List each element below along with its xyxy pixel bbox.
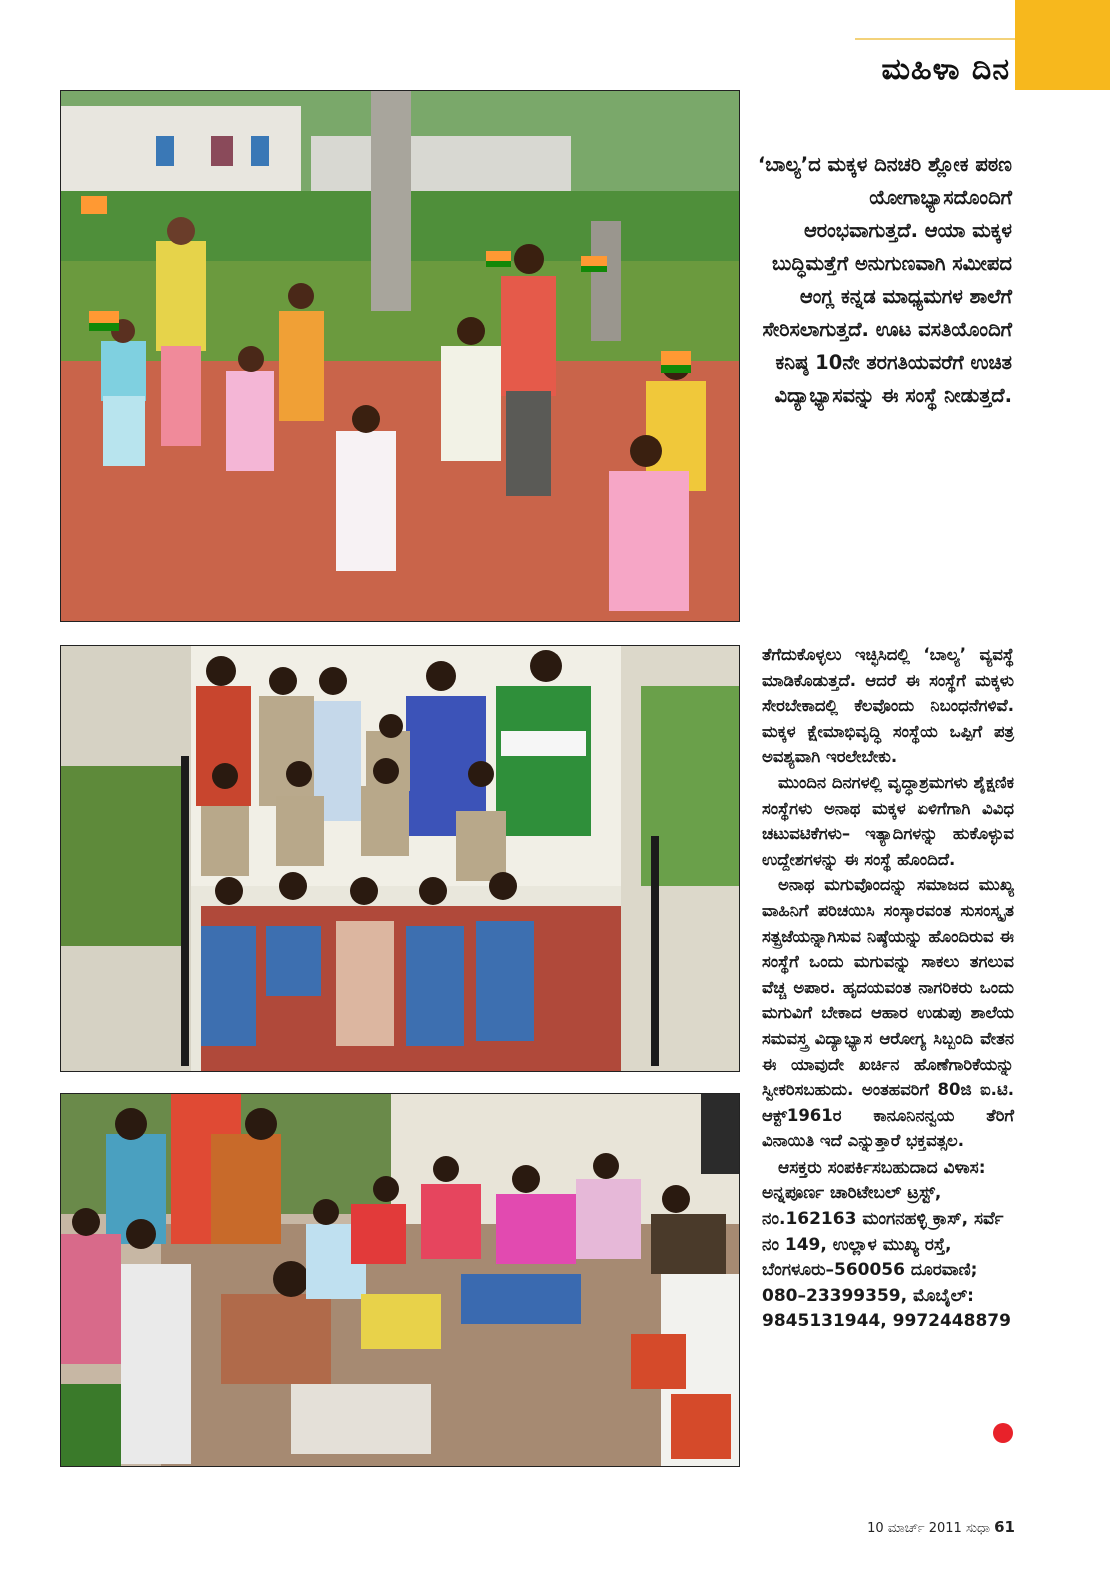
article-body (762, 642, 1014, 1335)
page-footer (860, 1518, 1015, 1536)
photo-children-with-flags (60, 90, 740, 622)
photo-group-on-steps-image (61, 646, 739, 1071)
page-number: 61 (994, 1518, 1015, 1536)
address-line: ಬೆಂಗಳೂರು–560056 ದೂರವಾಣಿ; (762, 1260, 978, 1281)
header-rule (855, 38, 1015, 40)
magazine-name: ಸುಧಾ (965, 1521, 990, 1536)
address-intro: ಆಸಕ್ತರು ಸಂಪರ್ಕಿಸಬಹುದಾದ ವಿಳಾಸ: (778, 1157, 986, 1178)
issue-date: 10 ಮಾರ್ಚ್ 2011 (867, 1521, 962, 1536)
address-line: ಅನ್ನಪೂರ್ಣ ಚಾರಿಟೇಬಲ್ ಟ್ರಸ್ಟ್, (762, 1183, 942, 1204)
address-line: 080–23399359, ಮೊಬೈಲ್: (762, 1285, 974, 1306)
photo-children-with-flags-image (61, 91, 739, 621)
photo-caption (752, 148, 1012, 412)
contact-address (762, 1156, 1014, 1335)
article-paragraph-2: ಮುಂದಿನ ದಿನಗಳಲ್ಲಿ ವೃದ್ಧಾಶ್ರಮಗಳು ಶೈಕ್ಷಣಿಕ ಸಂಸ್ಥೆಗಳು ಅನಾಥ ಮಕ್ಕಳ ಏಳಿಗೆಗಾಗಿ ವಿವಿಧ ಚಟುವಟಿಕೆಗಳು– ಇತ್ಯಾದಿಗಳನ್ನು ಹುಕೊಳ್ಳುವ ಉದ್ದೇಶಗಳನ್ನು ಈ ಸಂಸ್ಥೆ ಹೊಂದಿದೆ. (762, 772, 1014, 869)
address-line: 9845131944, 9972448879 (762, 1311, 1011, 1332)
photo-clay-activity-image (61, 1094, 739, 1466)
section-title: ಮಹಿಳಾ ದಿನ (881, 52, 1010, 87)
photo-clay-activity (60, 1093, 740, 1467)
section-color-tab (1015, 0, 1110, 90)
caption-text: ‘ಬಾಲ್ಯ’ದ ಮಕ್ಕಳ ದಿನಚರಿ ಶ್ಲೋಕ ಪಠಣ ಯೋಗಾಭ್ಯಾಸದೊಂದಿಗೆ ಆರಂಭವಾಗುತ್ತದೆ. ಆಯಾ ಮಕ್ಕಳ ಬುದ್ಧಿಮತ್ತೆಗೆ ಅನುಗುಣವಾಗಿ ಸಮೀಪದ ಆಂಗ್ಲ ಕನ್ನಡ ಮಾಧ್ಯಮಗಳ ಶಾಲೆಗೆ ಸೇರಿಸಲಾಗುತ್ತದೆ. ಊಟ ವಸತಿಯೊಂದಿಗೆ ಕನಿಷ್ಠ 10ನೇ ತರಗತಿಯವರೆಗೆ ಉಚಿತ ವಿದ್ಯಾಭ್ಯಾಸವನ್ನು ಈ ಸಂಸ್ಥೆ ನೀಡುತ್ತದೆ. (757, 153, 1012, 407)
article-end-marker (993, 1423, 1013, 1443)
address-line: ನಂ 149, ಉಲ್ಲಾಳ ಮುಖ್ಯ ರಸ್ತೆ, (762, 1234, 952, 1255)
address-line: ನಂ.162163 ಮಂಗನಹಳ್ಳಿ ಕ್ರಾಸ್, ಸರ್ವೆ (762, 1209, 1004, 1230)
article-paragraph-1: ತೆಗೆದುಕೊಳ್ಳಲು ಇಚ್ಛಿಸಿದಲ್ಲಿ ‘ಬಾಲ್ಯ’ ವ್ಯವಸ್ಥೆ ಮಾಡಿಕೊಡುತ್ತದೆ. ಆದರೆ ಈ ಸಂಸ್ಥೆಗೆ ಮಕ್ಕಳು ಸೇರಬೇಕಾದಲ್ಲಿ ಕೆಲವೊಂದು ನಿಬಂಧನೆಗಳಿವೆ. ಮಕ್ಕಳ ಕ್ಷೇಮಾಭಿವೃದ್ಧಿ ಸಂಸ್ಥೆಯ ಒಪ್ಪಿಗೆ ಪತ್ರ ಅವಶ್ಯವಾಗಿ ಇರಲೇಬೇಕು. (762, 645, 1014, 767)
article-paragraph-3: ಅನಾಥ ಮಗುವೊಂದನ್ನು ಸಮಾಜದ ಮುಖ್ಯ ವಾಹಿನಿಗೆ ಪರಿಚಯಿಸಿ ಸಂಸ್ಕಾರವಂತ ಸುಸಂಸ್ಕೃತ ಸತ್ಪ್ರಜೆಯನ್ನಾಗಿಸುವ ನಿಷ್ಠೆಯನ್ನು ಹೊಂದಿರುವ ಈ ಸಂಸ್ಥೆಗೆ ಒಂದು ಮಗುವನ್ನು ಸಾಕಲು ತಗಲುವ ವೆಚ್ಚ ಅಪಾರ. ಹೃದಯವಂತ ನಾಗರಿಕರು ಒಂದು ಮಗುವಿಗೆ ಬೇಕಾದ ಆಹಾರ ಉಡುಪು ಶಾಲೆಯ ಸಮವಸ್ತ್ರ ವಿದ್ಯಾಭ್ಯಾಸ ಆರೋಗ್ಯ ಸಿಬ್ಬಂದಿ ವೇತನ ಈ ಯಾವುದೇ ಖರ್ಚಿನ ಹೊಣೆಗಾರಿಕೆಯನ್ನು ಸ್ವೀಕರಿಸಬಹುದು. ಅಂತಹವರಿಗೆ 80ಜಿ ಐ.ಟಿ. ಆಕ್ಟ್1961ರ ಕಾನೂನಿನನ್ವಯ ತೆರಿಗೆ ವಿನಾಯಿತಿ ಇದೆ ಎನ್ನುತ್ತಾರೆ ಭಕ್ತವತ್ಸಲ. (762, 875, 1014, 1151)
photo-group-on-steps (60, 645, 740, 1072)
